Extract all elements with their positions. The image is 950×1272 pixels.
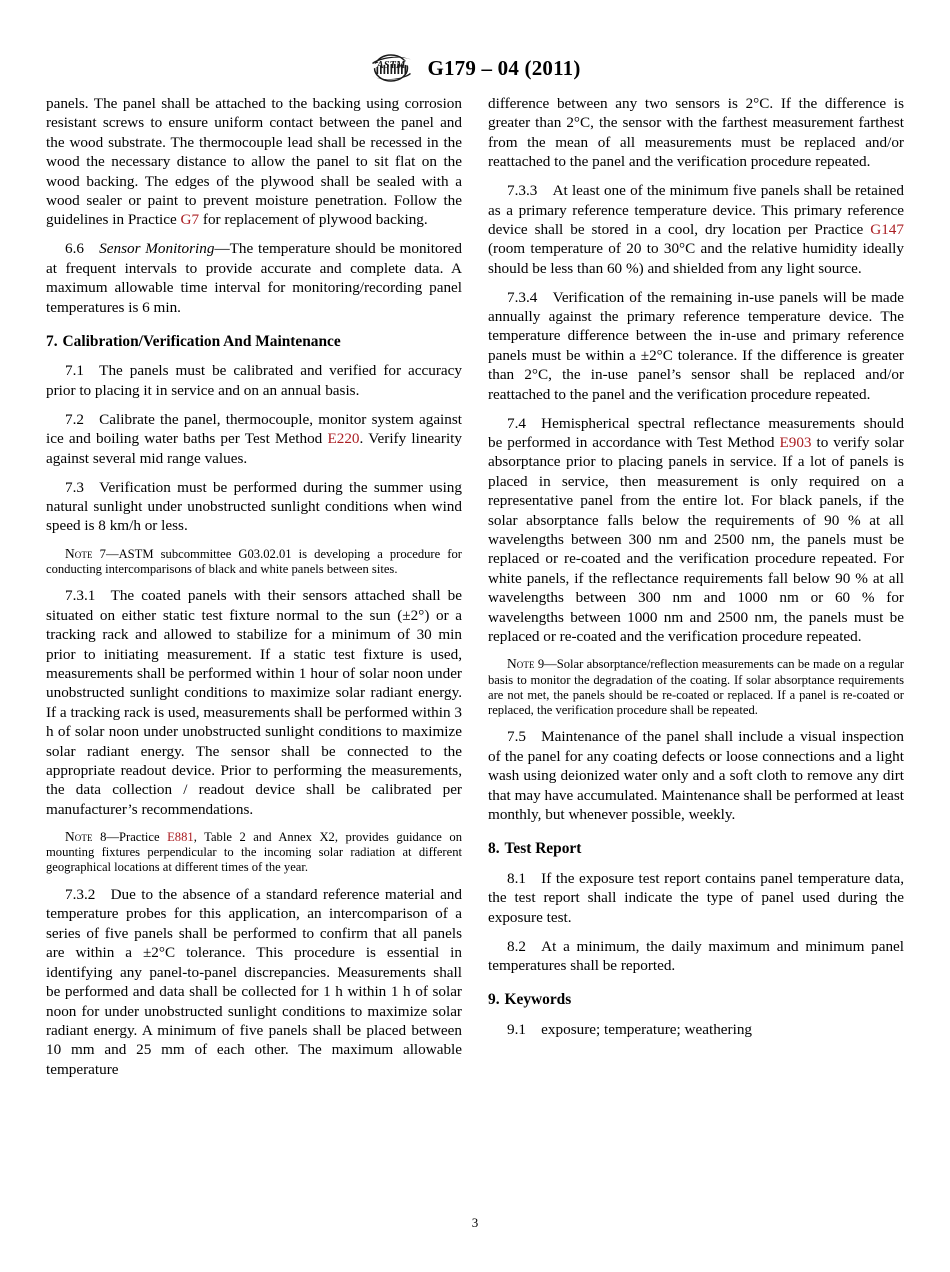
section-heading — [46, 332, 462, 352]
paragraph-number: 7.3.1 — [65, 587, 96, 605]
continued-paragraph: difference between any two sensors is 2°C. If the difference is greater than 2°C, the sensor with the farthest measurement farthest from the mean of all measurements must be replaced and/or reattached to the panel and the verification procedure repeated. — [488, 95, 904, 171]
svg-text:ASTM: ASTM — [377, 60, 406, 71]
paragraph-number: 7.3.4 — [507, 288, 538, 306]
paragraph-number: 7.5 — [507, 728, 526, 746]
section-heading — [488, 990, 904, 1010]
note-number: 8 — [100, 830, 107, 845]
numbered-paragraph: 7.3.2 Due to the absence of a standard reference material and temperature probes for this application, an intercomparison of a series of five panels shall be performed to confirm that all panels are within a ±2°C tolerance. This procedure is essential in identifying any panel-to-panel discrepancies. Measurements shall be performed and data shall be collected for 1 h within 1 h of solar noon for under unobstructed sunlight conditions to maximize solar radiant energy. A minimum of five panels shall be placed between 10 mm and 25 mm of each other. The maximum allowable temperature — [46, 886, 462, 1078]
numbered-paragraph: 7.3.4 Verification of the remaining in-use panels will be made annually against the primary reference temperature device. The temperature difference between the in-use and primary reference panels must be within a ±2°C tolerance. If the difference is greater than 2°C, the in-use panel’s sensor shall be replaced and/or reattached to the panel and the verification procedure repeated. — [488, 288, 904, 403]
standard-reference-link[interactable]: G147 — [870, 220, 904, 238]
numbered-paragraph: 7.5 Maintenance of the panel shall include a visual inspection of the panel for any coating defects or loose connections and a light wash using deionized water only and a soft cloth to remove any dirt that may have accumulated. Maintenance shall be performed at least monthly, but whenever possible, weekly. — [488, 728, 904, 823]
numbered-paragraph: 6.6 Sensor Monitoring—The temperature should be monitored at frequent intervals to provide accurate and complete data. A maximum allowable time interval for monitoring/recording panel temperatures is 6 min. — [46, 240, 462, 316]
numbered-paragraph: 8.2 At a minimum, the daily maximum and minimum panel temperatures shall be reported. — [488, 937, 904, 974]
section-title: Calibration/Verification And Maintenance — [62, 332, 341, 350]
continued-paragraph: panels. The panel shall be attached to the backing using corrosion resistant screws to ensure uniform contact between the panel and the wood substrate. The thermocouple lead shall be recessed in the wood the necessary distance to allow the panel to sit flat on the wood backing. The edges of the plywood shall be sealed with a wood sealer or paint to prevent moisture penetration. Follow the guidelines in Practice G7 for replacement of plywood backing. — [46, 95, 462, 229]
numbered-paragraph: 7.3 Verification must be performed during the summer using natural sunlight under unobstructed sunlight conditions when wind speed is 8 km/h or less. — [46, 478, 462, 535]
numbered-paragraph: 8.1 If the exposure test report contains panel temperature data, the test report shall indicate the type of panel used during the exposure test. — [488, 869, 904, 926]
section-number: 8. — [488, 840, 500, 858]
standard-reference-link[interactable]: E220 — [327, 430, 360, 448]
numbered-paragraph: 7.1 The panels must be calibrated and verified for accuracy prior to placing it in service and on an annual basis. — [46, 362, 462, 399]
paragraph-number: 9.1 — [507, 1020, 526, 1038]
note-paragraph: Note 9—Solar absorptance/reflection measurements can be made on a regular basis to monitor the degradation of the coating. If solar absorptance requirements are not met, the panels should be re-coated or replaced. If a panel is re-coated or replaced, the verification procedure shall be repeated. — [488, 656, 904, 717]
numbered-paragraph: 7.3.1 The coated panels with their sensors attached shall be situated on either static test fixture normal to the sun (±2°) or a tracking rack and allowed to stabilize for a minimum of 30 min prior to initiating measurement. If a static test fixture is used, measurements shall be performed within 1 hour of solar noon under unobstructed sunlight conditions to maximize solar radiant energy. If a tracking rack is used, measurements shall be performed within 3 h of solar noon under unobstructed sunlight conditions to maximize solar radiant energy. The sensor shall be connected to the appropriate readout device. Prior to performing the measurements, the data collection / readout device shall be calibrated per manufacturer’s recommendations. — [46, 587, 462, 818]
paragraph-number: 7.1 — [65, 362, 84, 380]
note-paragraph: Note 8—Practice E881, Table 2 and Annex X2, provides guidance on mounting fixtures perpendicular to the incoming solar radiation at different geographical locations at different times of the year. — [46, 829, 463, 875]
section-number: 9. — [488, 991, 500, 1009]
left-column — [46, 94, 462, 1079]
numbered-paragraph: 7.4 Hemispherical spectral reflectance measurements should be performed in accordance with Test Method E903 to verify solar absorptance prior to placing panels in service. If a lot of panels is placed in service, then measurement is only required on a representative panel from the entire lot. For black panels, if the solar absorptance falls below the requirements of 90 % at all wavelengths between 300 nm and 2500 nm, the panels must be replaced or re-coated and the verification procedure repeated. For white panels, if the reflectance requirements fall below 90 % at all wavelengths between 300 nm and 1000 nm or 60 % for wavelengths between 1000 nm and 2500 nm, the panels must be replaced or re-coated and the verification procedure repeated. — [488, 414, 904, 646]
paragraph-number: 7.4 — [507, 414, 526, 432]
standard-reference-link[interactable]: G7 — [180, 211, 200, 229]
right-column — [488, 94, 904, 1079]
standard-reference-link[interactable]: E881 — [167, 830, 194, 845]
paragraph-italic-title: Sensor Monitoring — [99, 240, 215, 258]
note-label: Note — [65, 545, 93, 561]
paragraph-number: 6.6 — [65, 240, 84, 258]
standard-reference-link[interactable]: E903 — [779, 434, 812, 451]
note-number: 7 — [99, 546, 106, 561]
section-title: Test Report — [504, 840, 582, 858]
numbered-paragraph: 7.3.3 At least one of the minimum five panels shall be retained as a primary reference temperature device. This primary reference device shall be stored in a cool, dry location per Practice G147 (room temperature of 20 to 30°C and the relative humidity ideally should be less than 60 %) and shielded from any light source. — [488, 182, 904, 277]
note-label: Note — [507, 656, 535, 672]
two-column-body — [46, 94, 904, 1079]
note-number: 9 — [537, 657, 545, 672]
paragraph-number: 7.2 — [65, 410, 84, 428]
numbered-paragraph: 7.2 Calibrate the panel, thermocouple, monitor system against ice and boiling water baths per Test Method E220. Verify linearity against several mid range values. — [46, 410, 462, 467]
paragraph-number: 7.3.2 — [65, 886, 96, 904]
astm-logo-icon — [369, 52, 415, 84]
page-number: 3 — [471, 1215, 479, 1230]
note-label: Note — [65, 829, 93, 845]
paragraph-number: 8.1 — [507, 869, 526, 887]
paragraph-number: 8.2 — [507, 937, 526, 955]
paragraph-number: 7.3.3 — [507, 182, 538, 200]
section-title: Keywords — [504, 991, 572, 1009]
section-number: 7. — [46, 332, 58, 350]
numbered-paragraph: 9.1 exposure; temperature; weathering — [507, 1020, 753, 1038]
standard-designation: G179 – 04 (2011) — [427, 55, 581, 80]
page-header — [0, 48, 950, 88]
section-heading — [488, 839, 904, 859]
note-paragraph: Note 7—ASTM subcommittee G03.02.01 is developing a procedure for conducting intercomparisons of black and white panels between sites. — [46, 545, 462, 576]
paragraph-number: 7.3 — [65, 478, 84, 496]
